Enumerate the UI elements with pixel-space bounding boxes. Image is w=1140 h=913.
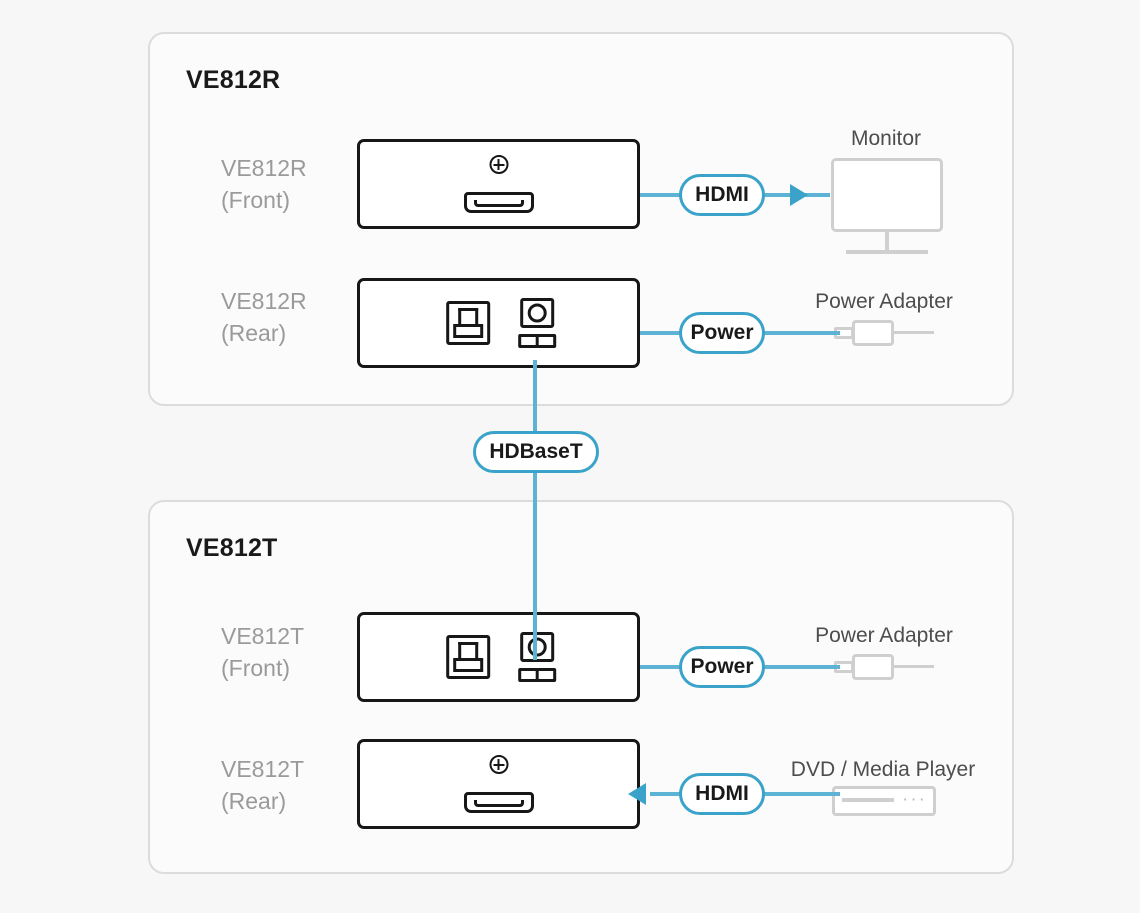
- monitor-screen: [831, 158, 943, 232]
- screw-icon: [489, 755, 508, 774]
- peripheral-label-power-adapter-r: Power Adapter: [815, 290, 953, 313]
- hdmi-port: [464, 753, 534, 815]
- device-label-ve812r-front: [221, 152, 371, 216]
- device-label-ve812t-rear: [221, 753, 371, 817]
- device-label-line1: VE812R: [221, 155, 307, 181]
- device-label-line1: VE812R: [221, 288, 307, 314]
- power-adapter-icon-r: [834, 318, 934, 348]
- device-label-line2: (Front): [221, 655, 290, 681]
- monitor-base: [846, 250, 928, 254]
- peripheral-label-monitor: Monitor: [850, 127, 922, 150]
- device-label-ve812t-front: [221, 620, 371, 684]
- rj45-port: [446, 301, 490, 345]
- monitor-icon: [831, 158, 943, 258]
- device-label-ve812r-rear: [221, 285, 371, 349]
- connector-pill-power-ve812r[interactable]: Power: [679, 312, 765, 354]
- rj45-port: [446, 635, 490, 679]
- device-label-line1: VE812T: [221, 623, 305, 649]
- dc-jack-base: [518, 334, 556, 348]
- device-ve812r-front[interactable]: [357, 139, 640, 229]
- dc-power-port: [518, 298, 558, 348]
- connector-pill-hdbaset[interactable]: HDBaseT: [473, 431, 599, 473]
- arrow-to-monitor-icon: [790, 184, 808, 206]
- player-buttons: ···: [902, 789, 927, 810]
- group-title-ve812t: VE812T: [186, 534, 278, 562]
- power-adapter-icon-t: [834, 652, 934, 682]
- device-ve812t-rear[interactable]: [357, 739, 640, 829]
- connector-pill-power-ve812t[interactable]: Power: [679, 646, 765, 688]
- device-label-line2: (Rear): [221, 788, 287, 814]
- adapter-brick: [852, 654, 894, 680]
- device-label-line1: VE812T: [221, 756, 305, 782]
- monitor-neck: [885, 232, 889, 250]
- device-label-line2: (Rear): [221, 320, 287, 346]
- adapter-brick: [852, 320, 894, 346]
- hdmi-port: [464, 153, 534, 215]
- connector-pill-hdmi-out[interactable]: HDMI: [679, 174, 765, 216]
- player-tray: [842, 798, 894, 802]
- dc-jack-base: [518, 668, 556, 682]
- cable-hdbaset: [533, 360, 537, 660]
- screw-icon: [489, 155, 508, 174]
- arrow-to-ve812t-icon: [628, 783, 646, 805]
- connector-pill-hdmi-in[interactable]: HDMI: [679, 773, 765, 815]
- device-ve812r-rear[interactable]: [357, 278, 640, 368]
- media-player-icon: [832, 786, 936, 816]
- peripheral-label-media-player: DVD / Media Player: [790, 758, 976, 781]
- dc-jack-icon: [520, 298, 554, 328]
- peripheral-label-power-adapter-t: Power Adapter: [815, 624, 953, 647]
- hdmi-connector-icon: [464, 192, 534, 213]
- adapter-wire: [894, 331, 934, 334]
- device-ve812t-front[interactable]: [357, 612, 640, 702]
- adapter-wire: [894, 665, 934, 668]
- group-title-ve812r: VE812R: [186, 66, 281, 94]
- hdmi-connector-icon: [464, 792, 534, 813]
- device-label-line2: (Front): [221, 187, 290, 213]
- dc-power-port: [518, 632, 558, 682]
